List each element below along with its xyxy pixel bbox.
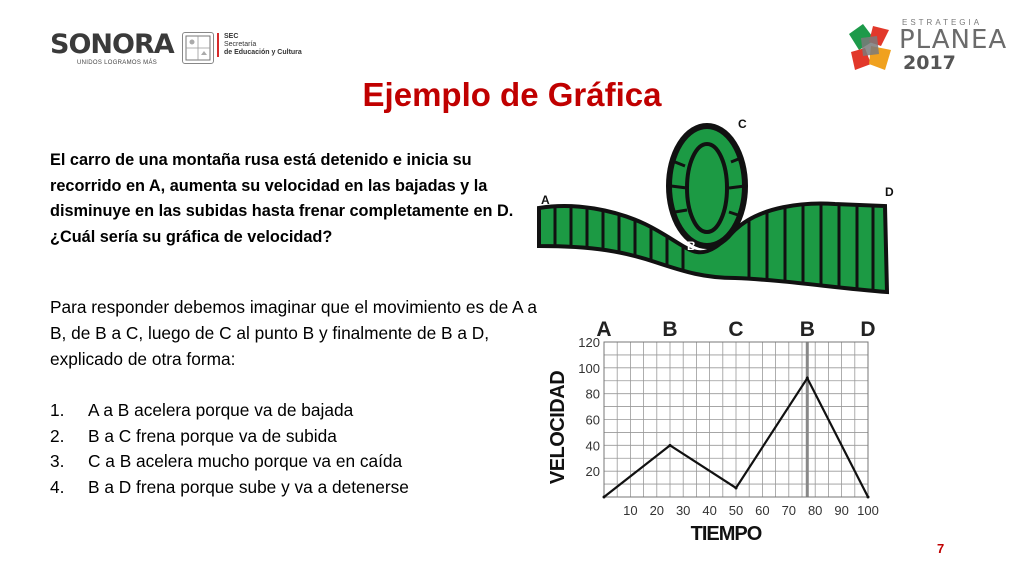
velocity-chart — [538, 307, 898, 552]
x-tick-label: 70 — [781, 503, 797, 518]
slide-title: Ejemplo de Gráfica — [362, 76, 662, 113]
coaster-label-b: B — [687, 239, 696, 253]
coaster-label-a: A — [541, 193, 550, 207]
sonora-tagline: UNIDOS LOGRAMOS MÁS — [77, 60, 158, 66]
x-axis-label: TIEMPO — [690, 523, 762, 545]
step-text: B a D frena porque sube y va a detenerse — [88, 476, 409, 497]
y-tick-label: 80 — [585, 386, 600, 402]
velocity-point — [867, 496, 870, 499]
sec-line1: SEC — [224, 33, 239, 40]
y-tick-label: 60 — [585, 412, 600, 428]
list-item — [50, 424, 530, 450]
coaster-label-d: D — [885, 185, 894, 199]
planea-logo — [845, 18, 1008, 78]
top-point-label: B — [662, 318, 678, 341]
top-point-label: A — [596, 318, 612, 341]
x-tick-label: 60 — [755, 503, 770, 518]
step-number: 1. — [50, 400, 65, 420]
x-tick-label: 10 — [623, 503, 638, 518]
step-text: A a B acelera porque va de bajada — [88, 400, 354, 420]
explanation-text: Para responder debemos imaginar que el movimiento es de A a B, de B a C, luego de C al punto B y finalmente de B a D, explicado de otra forma: — [50, 297, 538, 369]
step-number: 3. — [50, 451, 65, 471]
planea-name-text: PLANEA — [899, 25, 1008, 55]
planea-emblem-icon — [845, 20, 897, 76]
step-text: C a B acelera mucho porque va en caída — [88, 451, 403, 471]
top-point-label: B — [799, 318, 815, 341]
x-tick-label: 40 — [702, 503, 717, 518]
list-item — [50, 449, 530, 475]
sec-logo — [217, 33, 302, 57]
y-tick-label: 40 — [585, 438, 600, 454]
velocity-point — [603, 496, 606, 499]
y-tick-label: 120 — [578, 335, 600, 350]
velocity-point — [669, 444, 672, 447]
step-number: 2. — [50, 425, 65, 446]
list-item — [50, 475, 530, 501]
y-tick-label: 20 — [585, 464, 600, 480]
step-text: B a C frena porque va de subida — [88, 425, 337, 446]
velocity-point — [806, 377, 809, 380]
sonora-logo — [50, 30, 175, 70]
top-point-label: C — [728, 318, 744, 341]
top-point-label: D — [860, 318, 876, 341]
sec-line3: de Educación y Cultura — [224, 49, 302, 56]
page-number: 7 — [937, 541, 945, 556]
y-tick-label: 100 — [578, 360, 600, 376]
x-tick-label: 100 — [857, 503, 879, 518]
problem-statement: El carro de una montaña rusa está detenido e inicia su recorrido en A, aumenta su velocidad en las bajadas y la disminuye en las subidas hasta frenar completamente en D. ¿Cuál sería su gráfica de velocidad? — [50, 151, 514, 246]
steps-list — [50, 398, 530, 500]
roller-coaster-illustration — [535, 112, 895, 298]
sonora-logo-text: SONORA — [50, 29, 174, 60]
x-tick-label: 80 — [807, 503, 823, 518]
coaster-label-c: C — [738, 117, 747, 131]
x-tick-label: 50 — [728, 503, 744, 518]
planea-year-text: 2017 — [903, 52, 956, 74]
state-seal-icon — [182, 32, 214, 64]
planea-top-text: ESTRATEGIA — [902, 18, 983, 27]
x-tick-label: 30 — [675, 503, 691, 518]
x-tick-label: 90 — [834, 503, 849, 518]
step-number: 4. — [50, 476, 65, 497]
sec-line2: Secretaría — [224, 41, 257, 48]
x-tick-label: 20 — [649, 503, 665, 518]
velocity-point — [735, 486, 738, 489]
list-item — [50, 398, 530, 424]
y-axis-label: VELOCIDAD — [547, 370, 569, 485]
